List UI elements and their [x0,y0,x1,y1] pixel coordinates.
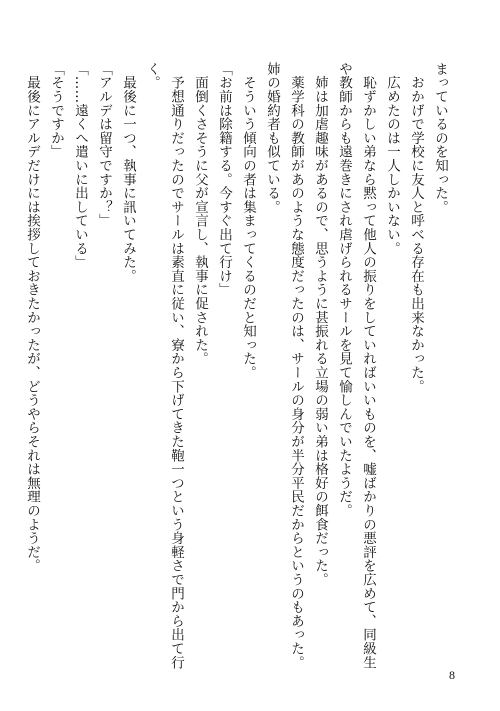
text-line: そういう傾向の者は集まってくるのだと知った。 [240,62,256,380]
novel-body-text [20,62,452,670]
page-number: 8 [449,668,455,682]
text-line: 最後に一つ、執事に訊いてみた。 [120,62,136,283]
text-line: 予想通りだったのでサールは素直に従い、寮から下げてきた鞄一つという身軽さで門から出て行 [168,62,184,670]
text-line: 「アルデは留守ですか？」 [96,62,112,228]
text-line: 「そうですか」 [48,62,64,159]
text-line: おかげで学校に友人と呼べる存在も出来なかった。 [408,62,424,394]
text-line: 「……遠くへ遣いに出している」 [72,62,88,269]
text-line: 最後にアルデだけには挨拶しておきたかったが、どうやらそれは無理のようだ。 [24,62,40,573]
text-line: まっているのを知った。 [432,62,448,214]
text-line: 「お前は除籍する。今すぐ出て行け」 [216,62,232,297]
text-line: 面倒くさそうに父が宣言し、執事に促された。 [192,62,208,366]
text-line: 姉の婚約者も似ている。 [264,62,280,214]
text-line: 薬学科の教師があのような態度だったのは、サールの身分が半分平民だからというのもあった。 [288,62,304,670]
text-line: 姉は加虐趣味があるので、思うように甚振れる立場の弱い弟は格好の餌食だった。 [312,62,328,587]
text-line: く。 [144,62,160,90]
text-line: や教師からも遠巻きにされ虐げられるサールを見て愉しんでいたようだ。 [336,62,352,518]
text-line: 恥ずかしい弟なら黙って他人の振りをしていればいいものを、嘘ばかりの悪評を広めて、同級生 [360,62,376,670]
text-line: 広めたのは一人しかいない。 [384,62,400,256]
